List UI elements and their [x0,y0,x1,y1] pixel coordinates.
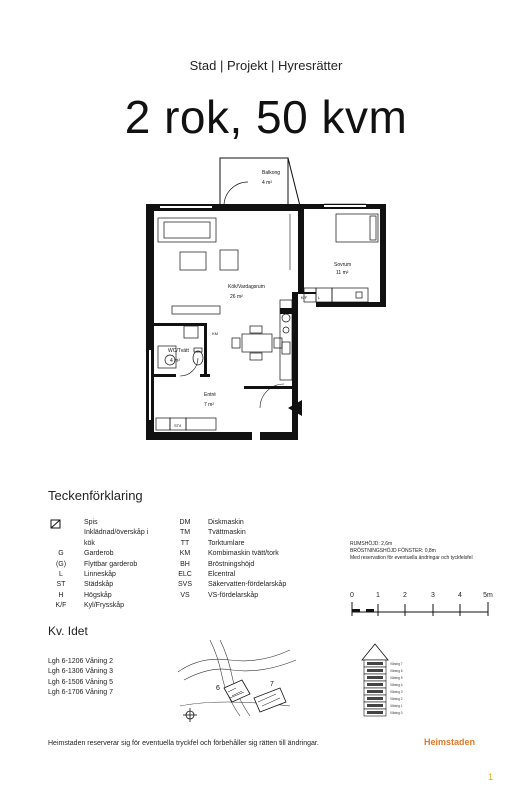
brand-logo: Heimstaden [424,737,476,747]
floor-stack [360,640,420,730]
legend-title: Teckenförklaring [48,488,143,503]
block-title: Kv. Idet [48,624,88,638]
legend-codes-right: DM TM TT KM BH ELC SVS VS [177,519,192,599]
height-notes [350,541,520,562]
note-room-height: RUMSHÖJD: 2,6m [350,541,393,547]
svg-text:Våning 5: Våning 5 [390,676,403,680]
svg-text:4: 4 [458,592,462,599]
bathroom-fixtures [158,326,203,368]
hall-wardrobes [156,418,216,430]
svg-text:Våning 2: Våning 2 [390,697,403,701]
scale-bar [346,588,496,622]
list-item: Lgh 6-1306 Våning 3 [48,668,113,676]
note-reservation: Med reservation för eventuella ändringar och tyckfelsfel [350,555,473,561]
svg-text:3: 3 [431,592,435,599]
room-area-kok: 26 m² [230,294,243,300]
kitchen-counter [172,306,220,314]
svg-text:Våning 0: Våning 0 [390,711,403,715]
building-label-7: 7 [270,681,274,688]
balcony-outline [220,158,288,206]
code-l: L [318,295,321,300]
svg-text:0: 0 [350,592,354,599]
list-item: Lgh 6-1206 Våning 2 [48,658,113,665]
armchair [220,250,238,270]
svg-text:2: 2 [403,592,407,599]
code-km: KM [212,331,218,336]
svg-text:Våning 7: Våning 7 [390,662,403,666]
bedroom-wardrobes [304,288,368,302]
bed [336,214,378,242]
code-st: ST/I [174,423,182,428]
note-window-height: BRÖSTNINGSHÖJD FÖNSTER: 0,8m [350,548,436,554]
floor-plan [140,150,400,450]
dining-set [232,326,282,360]
svg-text:1: 1 [376,592,380,599]
sofa [158,218,216,242]
room-area-sovrum: 11 m² [336,270,349,276]
room-area-balkong: 4 m² [262,180,272,186]
svg-text:Våning 4: Våning 4 [390,683,403,687]
room-area-entre: 7 m² [204,402,214,408]
room-name-entre: Entré [204,392,216,398]
list-item: Lgh 6-1506 Våning 5 [48,678,113,686]
svg-text:Våning 6: Våning 6 [390,669,403,673]
page-number: 1 [488,772,494,782]
legend-labels-right: Diskmaskin Tvättmaskin Torktumlare Kombimaskin tvätt/tork Bröstningshöjd Elcentral Säkervatten-fördelarskåp VS-fördelarskåp [208,519,287,599]
room-name-wc: WC/Tvätt [168,348,189,354]
room-area-wc: 4 m² [170,358,180,364]
page-subtitle: Stad | Projekt | Hyresrätter [189,58,343,73]
room-name-balkong: Balkong [262,170,281,176]
footer-disclaimer: Heimstaden reserverar sig för eventuella tryckfel och förbehåller sig rätten till ändringar. [48,740,319,747]
code-kf: K/F [301,295,308,300]
list-item: Lgh 6-1706 Våning 7 [48,689,113,697]
room-name-kok: Kök/Vardagsrum [228,284,265,290]
legend-codes-left: G (G) L ST H K/F [55,550,67,610]
compass-icon [183,708,197,722]
apartment-list [48,657,113,699]
svg-text:Våning 3: Våning 3 [390,690,403,694]
svg-text:Våning 1: Våning 1 [390,704,403,708]
balcony-door-swing [224,182,248,206]
room-name-sovrum: Sovrum [334,262,352,268]
svg-text:5m: 5m [483,592,493,599]
site-map [170,636,306,728]
page-title: 2 rok, 50 kvm [124,91,408,143]
legend-labels-left: Spis Inklädnad/överskåp i kök Garderob Flyttbar garderob Linneskåp Städskåp Högskåp Kyl/Frysskåp [84,519,149,610]
walls [146,204,386,440]
coffee-table [180,252,206,270]
building-label-6: 6 [216,685,220,692]
